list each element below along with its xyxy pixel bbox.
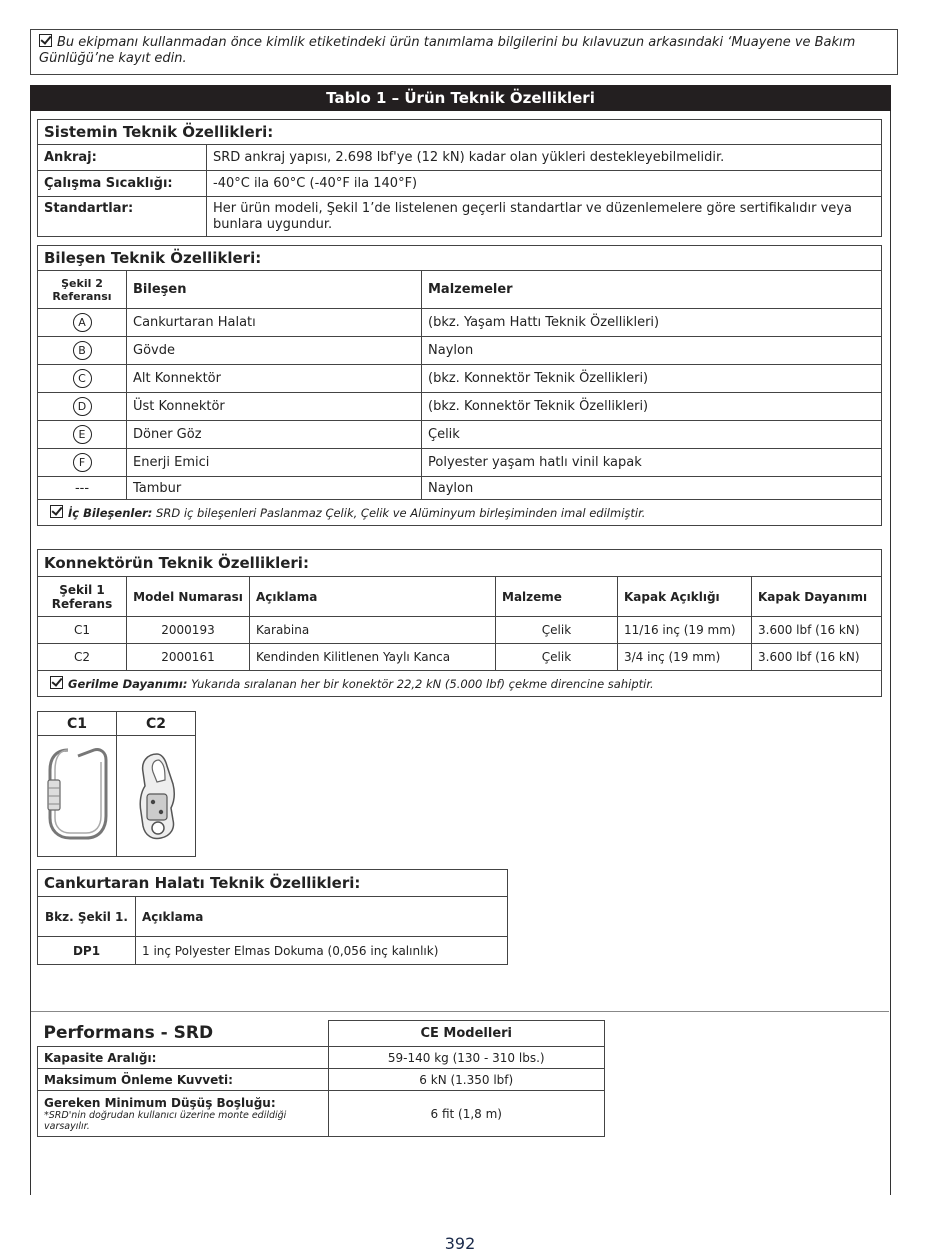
max-arrest-force-label: Maksimum Önleme Kuvveti:	[38, 1069, 329, 1091]
connector-gate-strength: 3.600 lbf (16 kN)	[752, 617, 882, 644]
note-label: İç Bileşenler:	[68, 506, 153, 520]
connector-description: Karabina	[250, 617, 496, 644]
ref-badge: B	[73, 341, 92, 360]
registration-note-text: Bu ekipmanı kullanmadan önce kimlik etiketindeki ürün tanımlama bilgilerini bu kılavuzun arkasındaki ‘Muayene ve Bakım Günlüğü’ne kayıt edin.	[39, 35, 856, 66]
lifeline-specs-heading: Cankurtaran Halatı Teknik Özellikleri:	[38, 870, 508, 897]
performance-heading: Performans - SRD	[43, 1023, 214, 1044]
connector-ref: C1	[38, 617, 127, 644]
standards-value: Her ürün modeli, Şekil 1’de listelenen geçerli standartlar ve düzenlemelere göre sertifikalıdır veya bunlara uygundur.	[207, 197, 882, 237]
component-material: Polyester yaşam hatlı vinil kapak	[422, 449, 882, 477]
component-specs-table	[37, 245, 882, 526]
registration-note	[30, 29, 898, 75]
fall-clearance-value: 6 fit (1,8 m)	[328, 1091, 605, 1137]
temperature-label: Çalışma Sıcaklığı:	[38, 171, 207, 197]
table-row	[38, 337, 882, 365]
component-name: Üst Konnektör	[127, 393, 422, 421]
lifeline-specs-table	[37, 869, 508, 965]
lifeline-description: 1 inç Polyester Elmas Dokuma (0,056 inç kalınlık)	[136, 937, 508, 965]
col-material-header: Malzemeler	[422, 271, 882, 309]
standards-label: Standartlar:	[38, 197, 207, 237]
fall-clearance-label: Gereken Minimum Düşüş Boşluğu:	[44, 1095, 276, 1110]
table-row	[38, 617, 882, 644]
table-row	[38, 477, 882, 500]
col-description-header: Açıklama	[136, 897, 508, 937]
connector-specs-heading: Konnektörün Teknik Özellikleri:	[38, 550, 882, 577]
component-material: (bkz. Konnektör Teknik Özellikleri)	[422, 365, 882, 393]
table-row	[38, 365, 882, 393]
note-label: Gerilme Dayanımı:	[68, 677, 188, 691]
ref-badge: C	[73, 369, 92, 388]
col-ref-header: Bkz. Şekil 1.	[38, 897, 136, 937]
col-ref-header: Şekil 2 Referansı	[38, 271, 127, 309]
component-material: (bkz. Yaşam Hattı Teknik Özellikleri)	[422, 309, 882, 337]
table-row	[38, 937, 508, 965]
ce-models-header: CE Modelleri	[328, 1021, 605, 1047]
connector-images-table	[37, 711, 196, 857]
performance-table	[37, 1020, 605, 1137]
tensile-strength-note	[38, 671, 882, 697]
col-model-header: Model Numarası	[127, 577, 250, 617]
note-text: SRD iç bileşenleri Paslanmaz Çelik, Çelik ve Alüminyum birleşiminden imal edilmiştir.	[152, 506, 646, 520]
component-material: (bkz. Konnektör Teknik Özellikleri)	[422, 393, 882, 421]
table-row	[38, 309, 882, 337]
page-number: 392	[444, 1234, 476, 1253]
system-specs-heading: Sistemin Teknik Özellikleri:	[38, 120, 882, 145]
internal-components-note	[38, 500, 882, 526]
component-name: Tambur	[127, 477, 422, 500]
col-component-header: Bileşen	[127, 271, 422, 309]
col-ref-header: Şekil 1 Referans	[38, 577, 127, 617]
anchorage-value: SRD ankraj yapısı, 2.698 lbf'ye (12 kN) kadar olan yükleri destekleyebilmelidir.	[207, 145, 882, 171]
component-name: Döner Göz	[127, 421, 422, 449]
component-material: Naylon	[422, 477, 882, 500]
ref-badge: A	[73, 313, 92, 332]
connector-description: Kendinden Kilitlenen Yaylı Kanca	[250, 644, 496, 671]
component-material: Naylon	[422, 337, 882, 365]
section-divider	[31, 1011, 889, 1012]
table-row	[38, 421, 882, 449]
snap-hook-icon	[117, 736, 195, 852]
capacity-label: Kapasite Aralığı:	[38, 1047, 329, 1069]
ref-badge: E	[73, 425, 92, 444]
fall-clearance-footnote: *SRD'nin doğrudan kullanıcı üzerine monte edildiği varsayılır.	[44, 1109, 287, 1132]
c1-label: C1	[38, 712, 117, 736]
ref-badge: D	[73, 397, 92, 416]
component-name: Cankurtaran Halatı	[127, 309, 422, 337]
table-row	[38, 644, 882, 671]
ref-badge: F	[73, 453, 92, 472]
temperature-value: -40°C ila 60°C (-40°F ila 140°F)	[207, 171, 882, 197]
connector-material: Çelik	[496, 617, 618, 644]
lifeline-ref: DP1	[38, 937, 136, 965]
component-specs-heading: Bileşen Teknik Özellikleri:	[38, 246, 882, 271]
checkbox-icon	[50, 676, 63, 689]
carabiner-icon	[38, 736, 116, 852]
connector-gate-opening: 11/16 inç (19 mm)	[618, 617, 752, 644]
col-description-header: Açıklama	[250, 577, 496, 617]
checkbox-icon	[39, 34, 52, 47]
col-material-header: Malzeme	[496, 577, 618, 617]
max-arrest-force-value: 6 kN (1.350 lbf)	[328, 1069, 605, 1091]
connector-gate-opening: 3/4 inç (19 mm)	[618, 644, 752, 671]
ref-text: ---	[38, 477, 127, 500]
system-specs-table	[37, 119, 882, 237]
checkbox-icon	[50, 505, 63, 518]
col-gate-strength-header: Kapak Dayanımı	[752, 577, 882, 617]
connector-model: 2000193	[127, 617, 250, 644]
connector-gate-strength: 3.600 lbf (16 kN)	[752, 644, 882, 671]
anchorage-label: Ankraj:	[38, 145, 207, 171]
c2-image-cell	[117, 736, 196, 857]
table-row	[38, 1047, 605, 1069]
connector-specs-table	[37, 549, 882, 697]
note-text: Yukarıda sıralanan her bir konektör 22,2 kN (5.000 lbf) çekme direncine sahiptir.	[187, 677, 654, 691]
fall-clearance-cell	[38, 1091, 329, 1137]
c2-label: C2	[117, 712, 196, 736]
table-row	[38, 449, 882, 477]
capacity-value: 59-140 kg (130 - 310 lbs.)	[328, 1047, 605, 1069]
connector-model: 2000161	[127, 644, 250, 671]
component-name: Alt Konnektör	[127, 365, 422, 393]
table-row	[38, 1069, 605, 1091]
connector-ref: C2	[38, 644, 127, 671]
table-title: Tablo 1 – Ürün Teknik Özellikleri	[30, 85, 891, 111]
connector-material: Çelik	[496, 644, 618, 671]
table-row	[38, 1091, 605, 1137]
c1-image-cell	[38, 736, 117, 857]
component-material: Çelik	[422, 421, 882, 449]
component-name: Enerji Emici	[127, 449, 422, 477]
col-gate-opening-header: Kapak Açıklığı	[618, 577, 752, 617]
table-row	[38, 393, 882, 421]
component-name: Gövde	[127, 337, 422, 365]
